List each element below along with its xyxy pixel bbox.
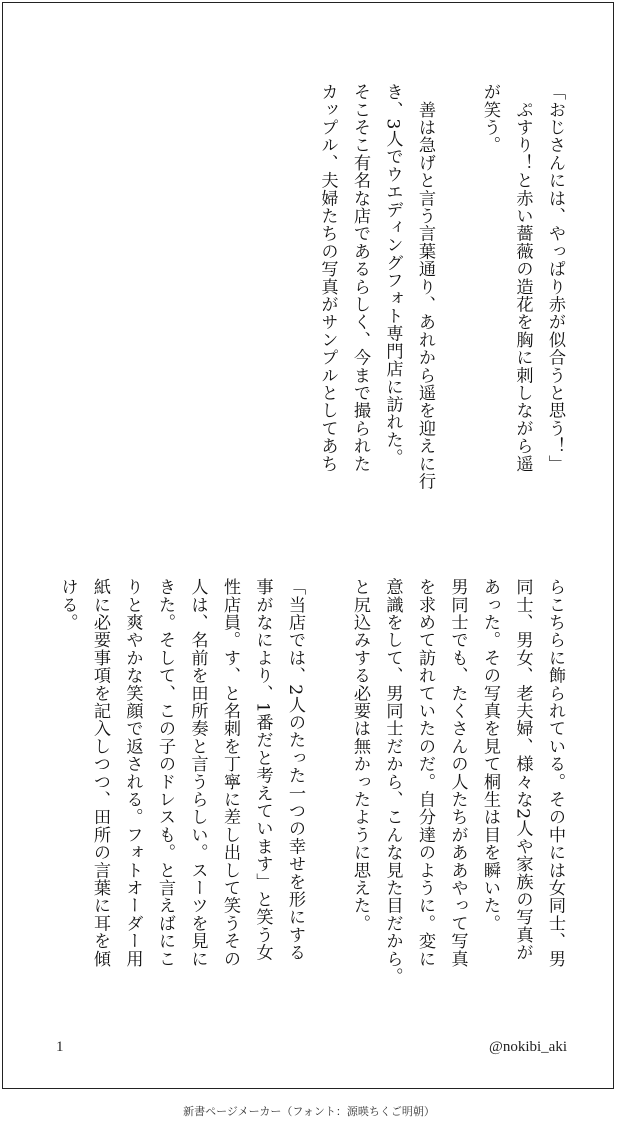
text-line: 「当店では、2人のたった一つの幸せを形にする bbox=[285, 578, 305, 962]
text-line: 意識をして、男同士だから、こんな見た目だから。 bbox=[382, 578, 403, 986]
text-line: き、3人でウエディングフォト専門店に訪れた。 bbox=[382, 83, 403, 467]
text-line: そこそこ有名な店であるらしく、今まで撮られた bbox=[350, 83, 370, 473]
text-line: ける。 bbox=[57, 578, 78, 632]
text-line: カップル、夫婦たちの写真がサンプルとしてあち bbox=[317, 83, 338, 473]
text-line bbox=[311, 578, 344, 1008]
text-line: 「おじさんには、やっぱり赤が似合うと思う！」 bbox=[545, 83, 565, 473]
text-line: 善は急げと言う言葉通り、あれから遥を迎えに行 bbox=[415, 83, 435, 491]
text-line: ぷすり！と赤い薔薇の造花を胸に刺しながら遥 bbox=[512, 83, 533, 473]
footer-credit: 新書ページメーカー（フォント：源暎ちくご明朝） bbox=[183, 1105, 435, 1118]
text-line: と尻込みする必要は無かったように思えた。 bbox=[350, 578, 370, 932]
text-line: 事がなにより、1番だと考えています」と笑う女 bbox=[252, 578, 273, 962]
author-handle: @nokibi_aki bbox=[489, 1039, 567, 1055]
text-line: 人は、名前を田所奏と言うらしい。スーツを見に bbox=[187, 578, 208, 968]
text-line: りと爽やかな笑顔で返される。フォトオーダー用 bbox=[122, 578, 143, 968]
text-line bbox=[441, 83, 474, 533]
text-line: を求めて訪れていたのだ。自分達のように。変に bbox=[415, 578, 435, 968]
text-line: 同士、男女、老夫婦、様々な2人や家族の写真が bbox=[512, 578, 533, 962]
text-line: 紙に必要事項を記入しつつ、田所の言葉に耳を傾 bbox=[90, 578, 110, 968]
text-line: 性店員。す、と名刺を丁寧に差し出して笑うその bbox=[220, 578, 240, 968]
page-number: 1 bbox=[56, 1039, 64, 1055]
text-line: らこちらに飾られている。その中には女同士、男 bbox=[545, 578, 565, 968]
upper-text-block bbox=[51, 83, 571, 533]
text-line: 男同士でも、たくさんの人たちがああやって写真 bbox=[447, 578, 468, 968]
text-line: きた。そして、この子のドレスも。と言えばにこ bbox=[155, 578, 175, 968]
manuscript-page bbox=[2, 2, 614, 1089]
text-line: が笑う。 bbox=[480, 83, 500, 154]
text-line: あった。その写真を見て桐生は目を瞬いた。 bbox=[480, 578, 500, 932]
lower-text-block bbox=[51, 578, 571, 1008]
